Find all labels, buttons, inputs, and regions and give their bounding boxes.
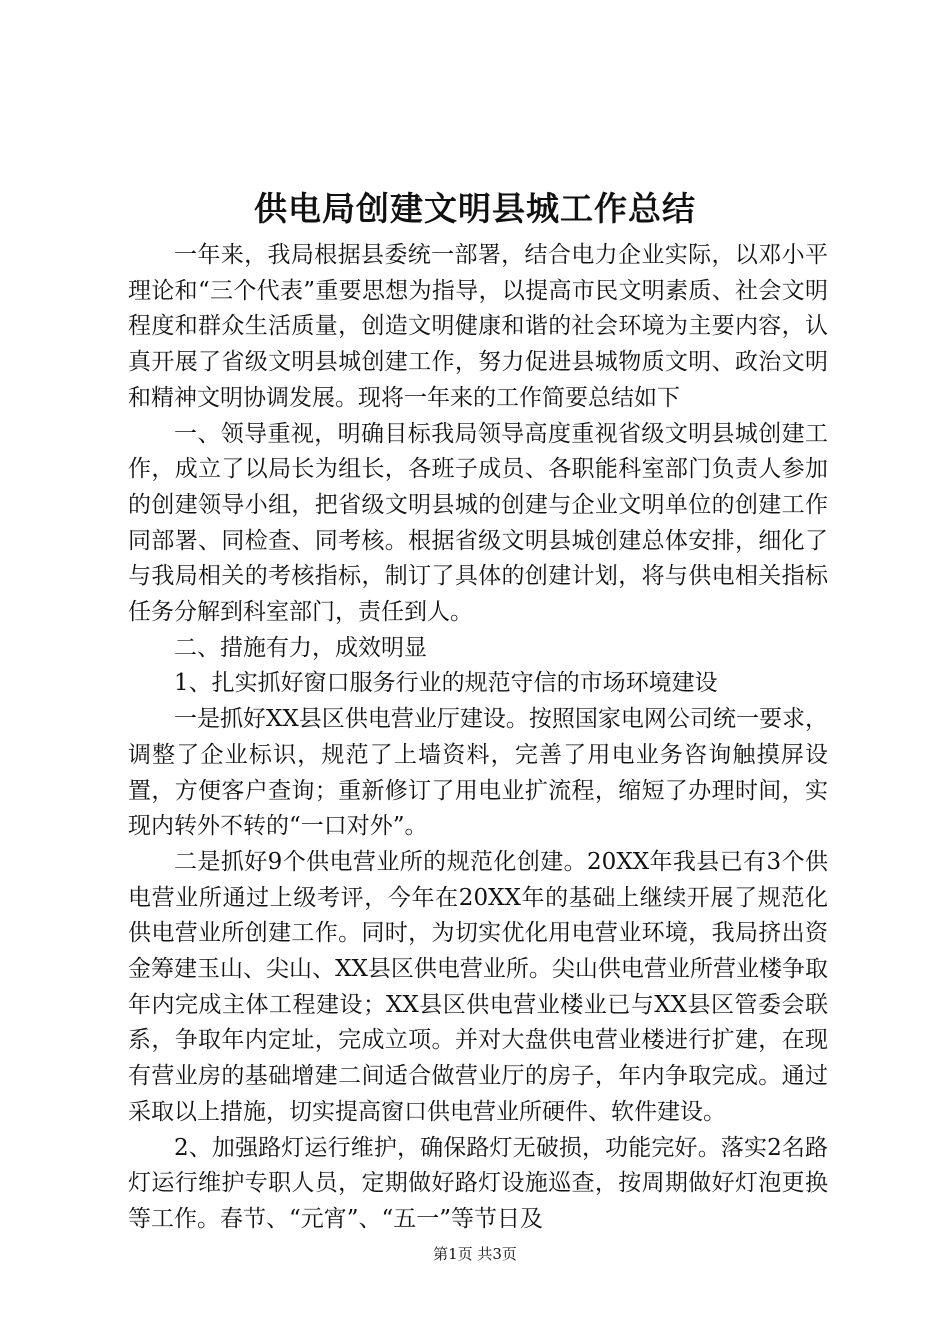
document-body [128,238,828,1238]
paragraph-window-service-heading: 1、扎实抓好窗口服务行业的规范守信的市场环境建设 [174,670,718,697]
paragraph-business-offices: 二是抓好9个供电营业所的规范化创建。20XX年我县已有3个供电营业所通过上级考评，今年在20XX年的基础上继续开展了规范化供电营业所创建工作。同时，为切实优化用电营业环境，我局挤出资金筹建玉山、尖山、XX县区供电营业所。尖山供电营业所营业楼争取年内完成主体工程建设；XX县区供电营业楼业已与XX县区管委会联系，争取年内定址，完成立项。并对大盘供电营业楼进行扩建，在现有营业房的基础增建二间适合做营业厅的房子，年内争取完成。通过采取以上措施，切实提高窗口供电营业所硬件、软件建设。 [128,848,828,1125]
paragraph-street-lights: 2、加强路灯运行维护，确保路灯无破损，功能完好。落实2名路灯运行维护专职人员，定期做好路灯设施巡查，按周期做好灯泡更换等工作。春节、“元宵”、“五一”等节日及 [128,1134,828,1232]
page-number-footer: 第1页 共3页 [433,1245,517,1263]
paragraph-leadership: 一、领导重视，明确目标我局领导高度重视省级文明县城创建工作，成立了以局长为组长，各班子成员、各职能科室部门负责人参加的创建领导小组，把省级文明县城的创建与企业文明单位的创建工作同部署、同检查、同考核。根据省级文明县城创建总体安排，细化了与我局相关的考核指标，制订了具体的创建计划，将与供电相关指标任务分解到科室部门，责任到人。 [128,420,828,626]
document-title: 供电局创建文明县城工作总结 [254,189,696,228]
paragraph-service-hall: 一是抓好XX县区供电营业厅建设。按照国家电网公司统一要求，调整了企业标识，规范了上墙资料，完善了用电业务咨询触摸屏设置，方便客户查询；重新修订了用电业扩流程，缩短了办理时间，实现内转外不转的“一口对外”。 [128,706,828,840]
paragraph-intro: 一年来，我局根据县委统一部署，结合电力企业实际，以邓小平理论和“三个代表”重要思想为指导，以提高市民文明素质、社会文明程度和群众生活质量，创造文明健康和谐的社会环境为主要内容，认真开展了省级文明县城创建工作，努力促进县城物质文明、政治文明和精神文明协调发展。现将一年来的工作简要总结如下 [128,242,828,411]
paragraph-measures-heading: 二、措施有力，成效明显 [174,634,427,661]
